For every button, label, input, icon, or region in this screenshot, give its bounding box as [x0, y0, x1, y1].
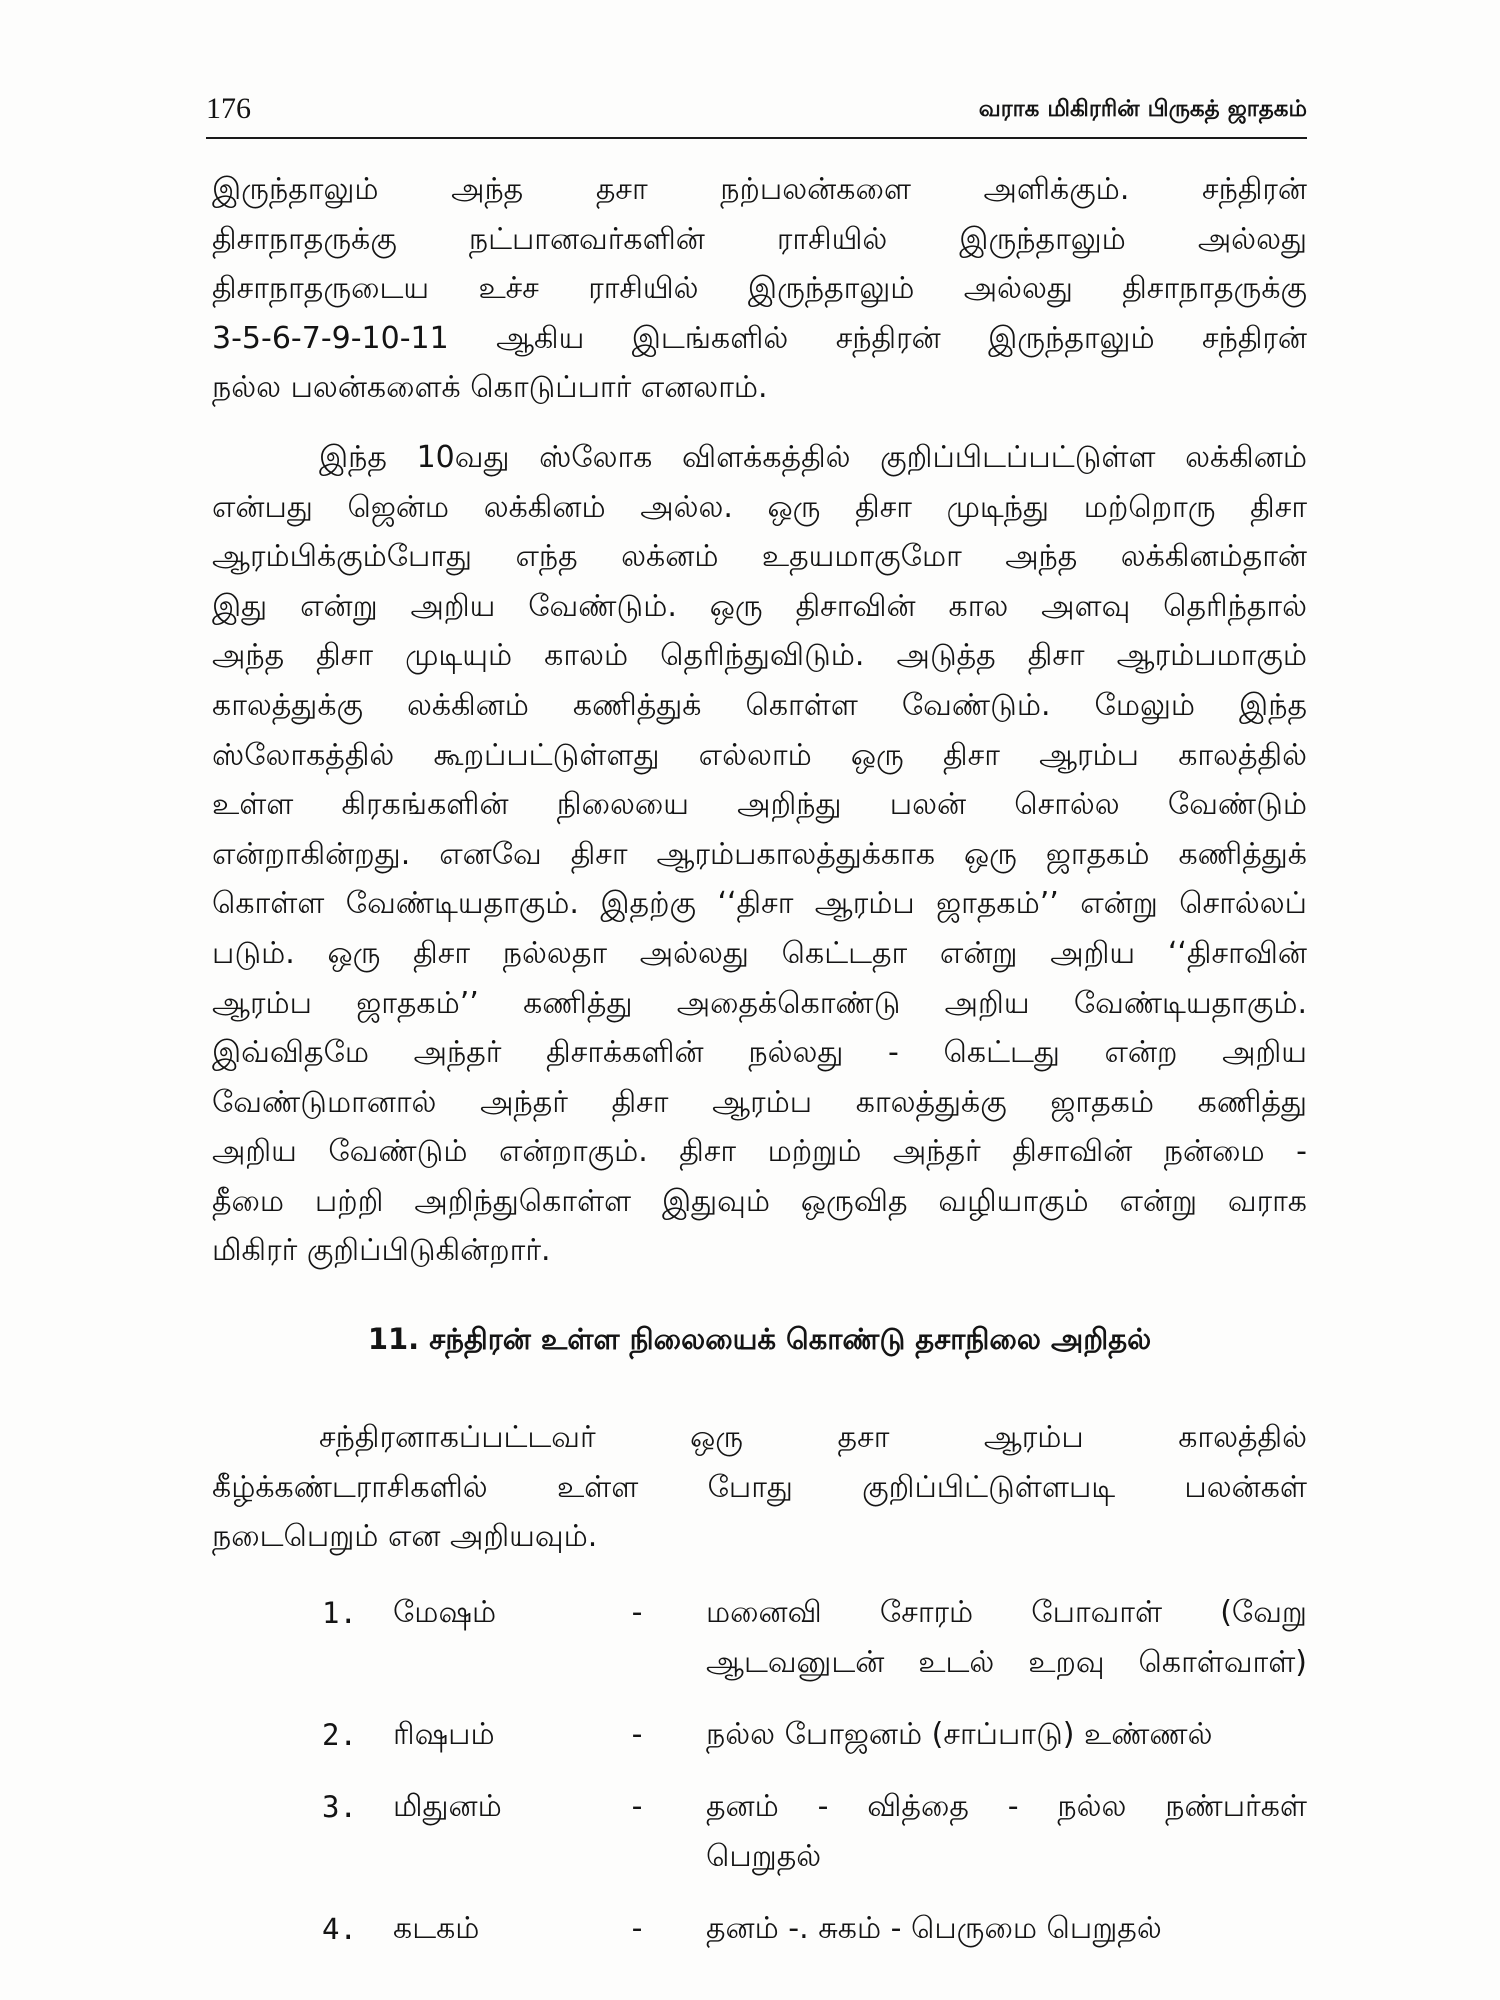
item-separator: -: [631, 1594, 643, 1630]
text-line: நல்ல பலன்களைக் கொடுப்பார் எனலாம்.: [212, 370, 768, 406]
item-number: 2.: [322, 1717, 357, 1752]
text-line: 3-5-6-7-9-10-11 ஆகிய இடங்களில் சந்திரன் இருந்தாலும் சந்திரன்: [212, 320, 1307, 356]
text-line: திசாநாதருடைய உச்ச ராசியில் இருந்தாலும் அல்லது திசாநாதருக்கு: [212, 271, 1307, 307]
header-rule: [206, 137, 1307, 139]
list-item: [212, 1904, 1307, 1954]
item-separator: -: [631, 1716, 643, 1752]
text-line: கீழ்க்கண்டராசிகளில் உள்ள போது குறிப்பிட்டுள்ளபடி பலன்கள்: [212, 1469, 1307, 1505]
text-line: தீமை பற்றி அறிந்துகொள்ள இதுவும் ஒருவித வழியாகும் என்று வராக: [212, 1183, 1307, 1219]
paragraph-continued: [212, 165, 1307, 413]
text-line: அந்த திசா முடியும் காலம் தெரிந்துவிடும். அடுத்த திசா ஆரம்பமாகும்: [212, 638, 1307, 674]
section-heading: 11. சந்திரன் உள்ள நிலையைக் கொண்டு தசாநிலை அறிதல்: [367, 1322, 1152, 1357]
item-result: [706, 1782, 1307, 1882]
result-line: தனம் -. சுகம் - பெருமை பெறுதல்: [706, 1910, 1162, 1946]
list-item: [212, 1710, 1307, 1760]
item-number: 1.: [322, 1595, 357, 1630]
result-line: தனம் - வித்தை - நல்ல நண்பர்கள்: [706, 1788, 1307, 1824]
text-line: என்பது ஜென்ம லக்கினம் அல்ல. ஒரு திசா முடிந்து மற்றொரு திசா: [212, 489, 1307, 525]
page-number: 176: [206, 92, 251, 125]
item-separator: -: [631, 1910, 643, 1946]
page-body: [212, 165, 1307, 1954]
text-line: இருந்தாலும் அந்த தசா நற்பலன்களை அளிக்கும். சந்திரன்: [212, 172, 1307, 207]
text-line: இவ்விதமே அந்தர் திசாக்களின் நல்லது - கெட்டது என்ற அறிய: [212, 1035, 1307, 1071]
text-line: ஸ்லோகத்தில் கூறப்பட்டுள்ளது எல்லாம் ஒரு திசா ஆரம்ப காலத்தில்: [212, 737, 1307, 773]
text-line: சந்திரனாகப்பட்டவர் ஒரு தசா ஆரம்ப காலத்தில்: [319, 1420, 1307, 1456]
list-item: [212, 1782, 1307, 1882]
section-intro: [212, 1413, 1307, 1562]
result-line: பெறுதல்: [706, 1838, 822, 1874]
page-header: [206, 90, 1307, 128]
rasi-effects-list: [212, 1588, 1307, 1954]
item-result: [706, 1710, 1307, 1760]
text-line: கொள்ள வேண்டியதாகும். இதற்கு ‘‘திசா ஆரம்ப ஜாதகம்’’ என்று சொல்லப்: [212, 886, 1307, 922]
result-line: ஆடவனுடன் உடல் உறவு கொள்வாள்): [706, 1644, 1307, 1680]
item-result: [706, 1904, 1307, 1954]
item-number: 3.: [322, 1789, 357, 1824]
text-line: ஆரம்பிக்கும்போது எந்த லக்னம் உதயமாகுமோ அந்த லக்கினம்தான்: [212, 539, 1307, 575]
text-line: அறிய வேண்டும் என்றாகும். திசா மற்றும் அந்தர் திசாவின் நன்மை -: [212, 1134, 1307, 1170]
text-line: மிகிரர் குறிப்பிடுகின்றார்.: [212, 1233, 551, 1269]
text-line: உள்ள கிரகங்களின் நிலையை அறிந்து பலன் சொல்ல வேண்டும்: [212, 787, 1307, 823]
running-title: வராக மிகிரரின் பிருகத் ஜாதகம்: [978, 96, 1307, 122]
rasi-name: கடகம்: [393, 1910, 480, 1946]
rasi-name: மிதுனம்: [393, 1788, 502, 1824]
text-line: இது என்று அறிய வேண்டும். ஒரு திசாவின் கால அளவு தெரிந்தால்: [212, 588, 1307, 624]
rasi-name: மேஷம்: [393, 1594, 497, 1630]
list-item: [212, 1588, 1307, 1688]
text-line: திசாநாதருக்கு நட்பானவர்களின் ராசியில் இருந்தாலும் அல்லது: [212, 221, 1307, 257]
text-line: நடைபெறும் என அறியவும்.: [212, 1519, 598, 1555]
item-separator: -: [631, 1788, 643, 1824]
text-line: படும். ஒரு திசா நல்லதா அல்லது கெட்டதா என்று அறிய ‘‘திசாவின்: [212, 935, 1307, 971]
text-line: வேண்டுமானால் அந்தர் திசா ஆரம்ப காலத்துக்கு ஜாதகம் கணித்து: [212, 1084, 1307, 1120]
text-line: என்றாகின்றது. எனவே திசா ஆரம்பகாலத்துக்காக ஒரு ஜாதகம் கணித்துக்: [212, 836, 1307, 872]
paragraph-explanation: [212, 433, 1307, 1276]
text-line: இந்த 10வது ஸ்லோக விளக்கத்தில் குறிப்பிடப்பட்டுள்ள லக்கினம்: [319, 439, 1307, 475]
item-result: [706, 1588, 1307, 1688]
text-line: ஆரம்ப ஜாதகம்’’ கணித்து அதைக்கொண்டு அறிய வேண்டியதாகும்.: [212, 985, 1307, 1021]
rasi-name: ரிஷபம்: [393, 1716, 495, 1752]
item-number: 4.: [322, 1911, 357, 1946]
result-line: நல்ல போஜனம் (சாப்பாடு) உண்ணல்: [706, 1716, 1213, 1752]
result-line: மனைவி சோரம் போவாள் (வேறு: [706, 1594, 1307, 1630]
text-line: காலத்துக்கு லக்கினம் கணித்துக் கொள்ள வேண்டும். மேலும் இந்த: [212, 687, 1307, 723]
